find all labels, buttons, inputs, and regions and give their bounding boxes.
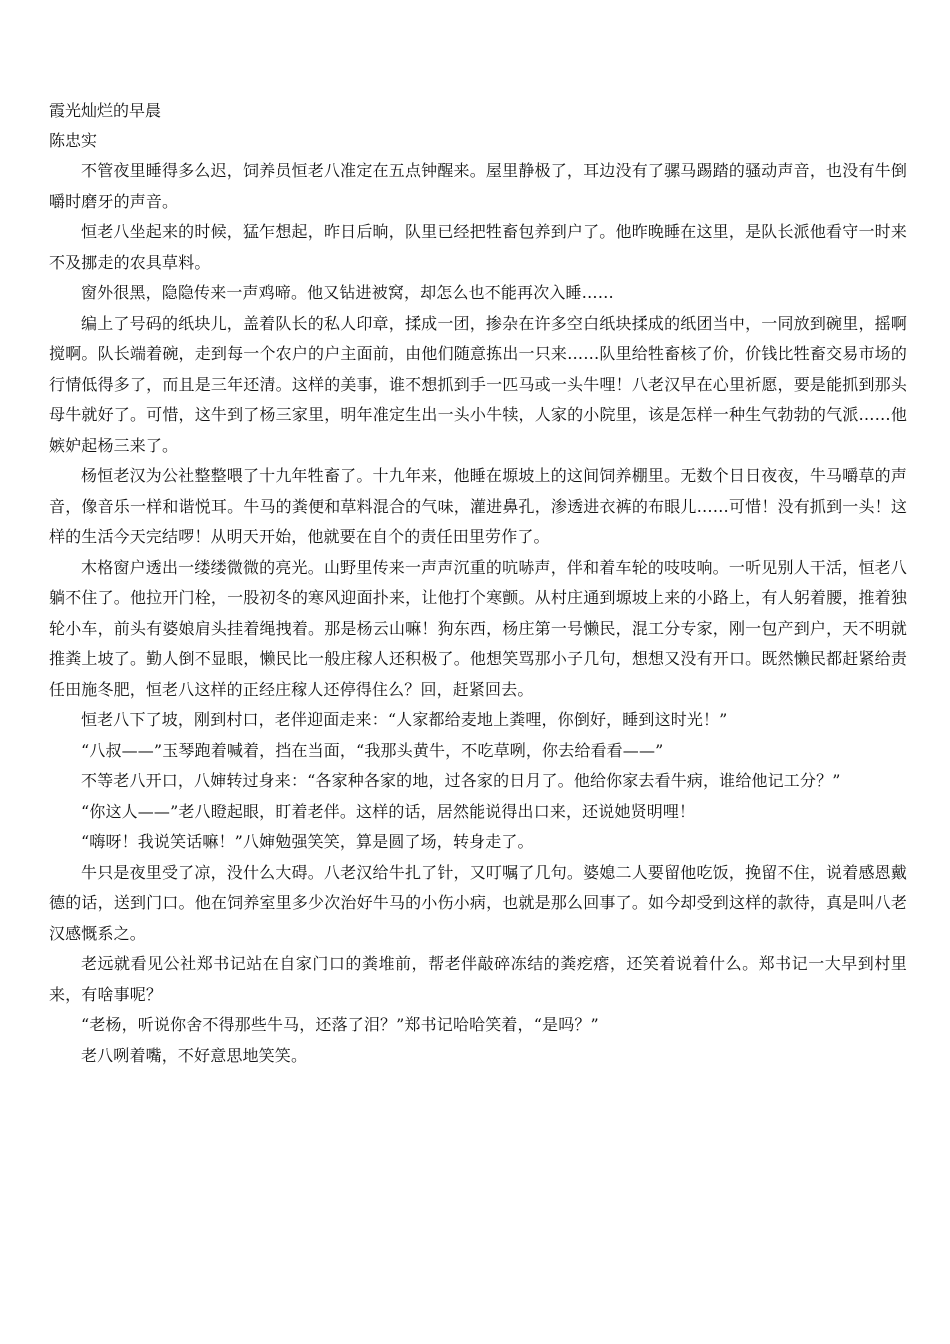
paragraph-13: 老远就看见公社郑书记站在自家门口的粪堆前，帮老伴敲碎冻结的粪疙瘩，还笑着说着什么。郑书记一大早到村里来，有啥事呢？ <box>49 954 907 1004</box>
paragraph-1: 不管夜里睡得多么迟，饲养员恒老八准定在五点钟醒来。屋里静极了，耳边没有了骡马踢踏的骚动声音，也没有牛倒嚼时磨牙的声音。 <box>49 161 907 211</box>
paragraph-3: 窗外很黑，隐隐传来一声鸡啼。他又钻进被窝，却怎么也不能再次入睡…… <box>81 283 614 302</box>
paragraph-6: 木格窗户透出一缕缕微微的亮光。山野里传来一声声沉重的吭哧声，伴和着车轮的吱吱响。一听见别人干活，恒老八躺不住了。他拉开门栓，一股初冬的寒风迎面扑来，让他打个寒颤。从村庄通到塬坡上来的小路上，有人躬着腰，推着独轮小车，前头有婆娘肩头挂着绳拽着。那是杨云山嘛！狗东西，杨庄第一号懒民，混工分专家，刚一包产到户，天不明就推粪上坡了。勤人倒不显眼，懒民比一般庄稼人还积极了。他想笑骂那小子几句，想想又没有开口。既然懒民都赶紧给责任田施冬肥，恒老八这样的正经庄稼人还停得住么？回，赶紧回去。 <box>49 557 907 699</box>
paragraph-14: “老杨，听说你舍不得那些牛马，还落了泪？”郑书记哈哈笑着，“是吗？” <box>81 1015 599 1034</box>
paragraph-9: 不等老八开口，八婶转过身来：“各家种各家的地，过各家的日月了。他给你家去看牛病，谁给他记工分？” <box>81 771 841 790</box>
paragraph-4: 编上了号码的纸块儿，盖着队长的私人印章，揉成一团，掺杂在许多空白纸块揉成的纸团当中，一同放到碗里，摇啊搅啊。队长端着碗，走到每一个农户的户主面前，由他们随意拣出一只来……队里给牲畜核了价，价钱比牲畜交易市场的行情低得多了，而且是三年还清。这样的美事，谁不想抓到手一匹马或一头牛哩！八老汉早在心里祈愿，要是能抓到那头母牛就好了。可惜，这牛到了杨三家里，明年准定生出一头小牛犊，人家的小院里，该是怎样一种生气勃勃的气派……他嫉妒起杨三来了。 <box>49 313 907 455</box>
paragraph-15: 老八咧着嘴，不好意思地笑笑。 <box>81 1045 308 1065</box>
article-title: 霞光灿烂的早晨 <box>49 101 162 120</box>
paragraph-12: 牛只是夜里受了凉，没什么大碍。八老汉给牛扎了针，又叮嘱了几句。婆媳二人要留他吃饭，挽留不住，说着感恩戴德的话，送到门口。他在饲养室里多少次治好牛马的小伤小病，也就是那么回事了。如今却受到这样的款待，真是叫八老汉感慨系之。 <box>49 862 907 943</box>
article-author: 陈忠实 <box>49 131 98 150</box>
paragraph-7: 恒老八下了坡，刚到村口，老伴迎面走来：“人家都给麦地上粪哩，你倒好，睡到这时光！” <box>81 710 728 729</box>
paragraph-11: “嗨呀！我说笑话嘛！”八婶勉强笑笑，算是圆了场，转身走了。 <box>81 832 534 851</box>
paragraph-10: “你这人——”老八瞪起眼，盯着老伴。这样的话，居然能说得出口来，还说她贤明哩！ <box>81 801 696 821</box>
paragraph-5: 杨恒老汉为公社整整喂了十九年牲畜了。十九年来，他睡在塬坡上的这间饲养棚里。无数个日日夜夜，牛马嚼草的声音，像音乐一样和谐悦耳。牛马的粪便和草料混合的气味，灌进鼻孔，渗透进衣裤的布眼儿……可惜！没有抓到一头！这样的生活今天完结啰！从明天开始，他就要在自个的责任田里劳作了。 <box>49 466 907 546</box>
paragraph-8: “八叔——”玉琴跑着喊着，挡在当面，“我那头黄牛，不吃草咧，你去给看看——” <box>81 740 664 760</box>
document-page <box>49 96 907 1071</box>
paragraph-2: 恒老八坐起来的时候，猛乍想起，昨日后晌，队里已经把牲畜包养到户了。他昨晚睡在这里，是队长派他看守一时来不及挪走的农具草料。 <box>49 222 907 272</box>
